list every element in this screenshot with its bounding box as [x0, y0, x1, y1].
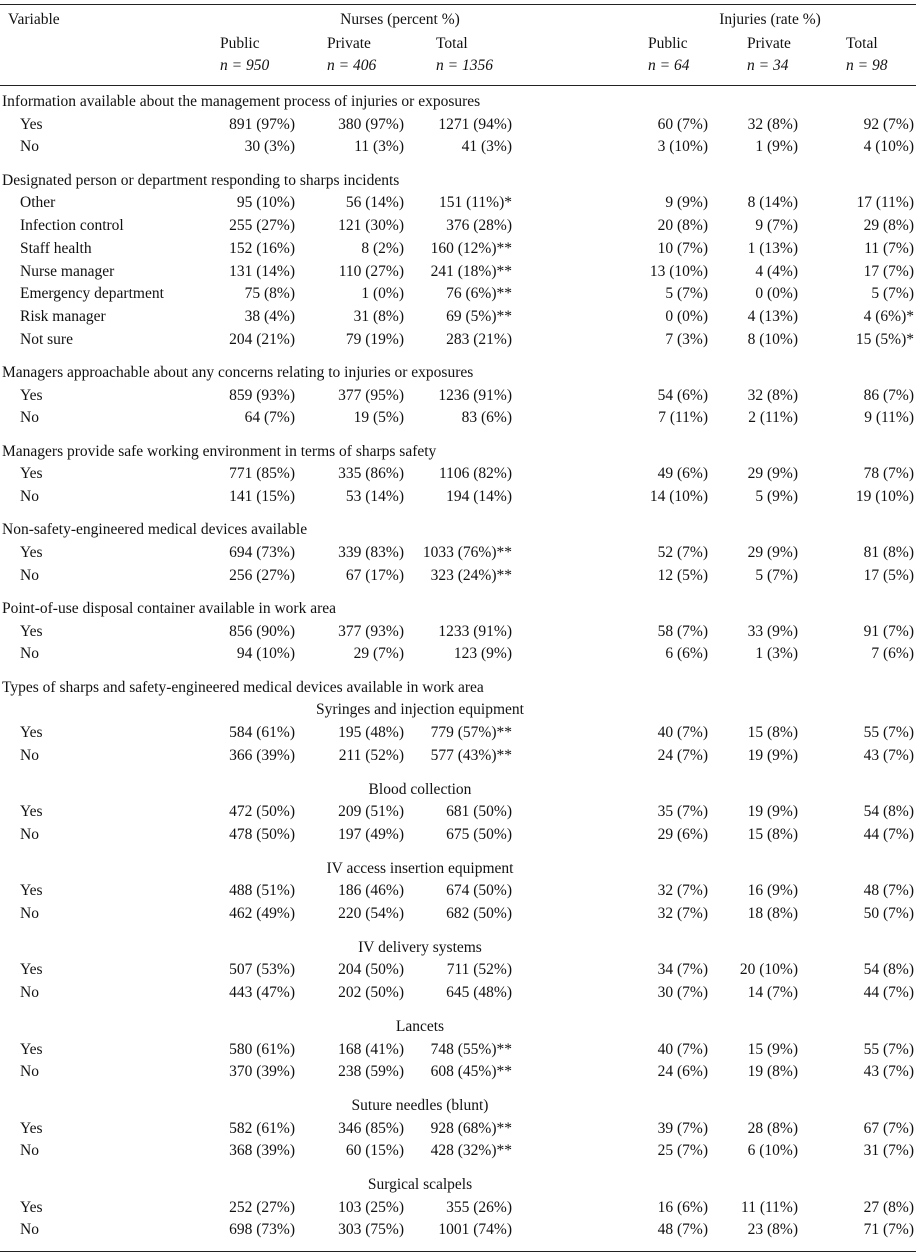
- table-cell: 48 (7%): [657, 1221, 708, 1239]
- table-cell: 1233 (91%): [438, 622, 512, 640]
- table-cell: 323 (24%)**: [430, 566, 512, 584]
- subsection-title: Surgical scalpels: [367, 1176, 473, 1193]
- row-label: Yes: [20, 544, 43, 561]
- table-cell: 92 (7%): [863, 115, 914, 133]
- bottom-rule: [0, 1251, 916, 1252]
- row-label: Other: [20, 194, 56, 212]
- table-cell: 121 (30%): [338, 217, 404, 235]
- subsection-title: IV delivery systems: [358, 938, 482, 956]
- table-cell: 75 (8%): [244, 285, 295, 303]
- table-cell: 41 (3%): [461, 138, 512, 156]
- table-cell: 48 (7%): [863, 882, 914, 900]
- table-cell: 355 (26%): [446, 1198, 512, 1216]
- table-cell: 608 (45%)**: [430, 1063, 512, 1081]
- table-cell: 202 (50%): [338, 984, 404, 1002]
- table-cell: 5 (7%): [871, 285, 914, 303]
- table-cell: 366 (39%): [229, 746, 295, 764]
- col-n-nurses-private: n = 406: [327, 57, 377, 74]
- table-cell: 377 (95%): [338, 386, 404, 404]
- table-cell: 160 (12%)**: [430, 239, 512, 257]
- table-cell: 4 (13%): [747, 307, 798, 325]
- table-cell: 17 (7%): [863, 262, 914, 280]
- table-cell: 11 (3%): [354, 138, 404, 156]
- row-label: No: [20, 746, 39, 764]
- table-cell: 54 (8%): [863, 961, 914, 979]
- table-cell: 83 (6%): [461, 409, 512, 427]
- row-label: Yes: [20, 961, 43, 979]
- row-label: Yes: [20, 803, 43, 821]
- table-cell: 17 (5%): [863, 566, 914, 584]
- table-cell: 56 (14%): [345, 194, 404, 212]
- table-cell: 0 (0%): [755, 285, 798, 303]
- col-n-injuries-total: n = 98: [846, 57, 888, 74]
- table-cell: 54 (6%): [657, 386, 708, 404]
- table-cell: 443 (47%): [229, 984, 295, 1002]
- row-label: No: [20, 645, 39, 663]
- table-cell: 40 (7%): [657, 724, 708, 742]
- table-cell: 674 (50%): [446, 882, 512, 900]
- top-rule: [0, 4, 916, 5]
- row-label: Staff health: [20, 239, 92, 257]
- table-cell: 1 (3%): [755, 645, 798, 663]
- table-cell: 32 (7%): [657, 882, 708, 900]
- row-label: Yes: [20, 465, 43, 483]
- section-title: Point-of-use disposal container available in work area: [2, 600, 336, 617]
- col-header-injuries-total: Total: [846, 35, 878, 52]
- table-cell: 35 (7%): [657, 803, 708, 821]
- table-cell: 44 (7%): [863, 984, 914, 1002]
- table-cell: 472 (50%): [229, 803, 295, 821]
- table-cell: 694 (73%): [229, 544, 295, 561]
- table-cell: 152 (16%): [229, 239, 295, 257]
- table-cell: 859 (93%): [229, 386, 295, 404]
- header-variable: Variable: [8, 11, 60, 28]
- row-label: No: [20, 488, 39, 505]
- table-cell: 675 (50%): [446, 825, 512, 843]
- table-cell: 15 (8%): [747, 825, 798, 843]
- table-cell: 5 (7%): [755, 566, 798, 584]
- table-cell: 15 (8%): [747, 724, 798, 742]
- subsection-title: Blood collection: [368, 780, 472, 798]
- table-cell: 19 (9%): [747, 746, 798, 764]
- section-title: Types of sharps and safety-engineered medical devices available in work area: [2, 678, 484, 696]
- table-cell: 7 (3%): [665, 330, 708, 348]
- table-cell: 16 (9%): [747, 882, 798, 900]
- table-cell: 335 (86%): [338, 465, 404, 483]
- table-cell: 255 (27%): [229, 217, 295, 235]
- table-cell: 5 (7%): [665, 285, 708, 303]
- table-cell: 241 (18%)**: [430, 262, 512, 280]
- row-label: No: [20, 138, 39, 156]
- table-cell: 5 (9%): [755, 488, 798, 505]
- subsection-title: Syringes and injection equipment: [316, 701, 524, 719]
- table-cell: 91 (7%): [863, 622, 914, 640]
- row-label: Not sure: [20, 330, 73, 348]
- subsection-title: Lancets: [395, 1017, 445, 1035]
- table-cell: 20 (8%): [657, 217, 708, 235]
- row-label: Risk manager: [20, 307, 106, 325]
- table-cell: 54 (8%): [863, 803, 914, 821]
- table-cell: 204 (21%): [229, 330, 295, 348]
- table-cell: 928 (68%)**: [430, 1119, 512, 1137]
- row-label: No: [20, 409, 39, 427]
- table-cell: 67 (7%): [863, 1119, 914, 1137]
- table-cell: 131 (14%): [229, 262, 295, 280]
- header-rule: [0, 85, 916, 86]
- table-cell: 44 (7%): [863, 825, 914, 843]
- table-cell: 28 (8%): [747, 1119, 798, 1137]
- table-cell: 38 (4%): [244, 307, 295, 325]
- table-cell: 60 (15%): [345, 1142, 404, 1160]
- table-cell: 462 (49%): [229, 905, 295, 922]
- table-cell: 34 (7%): [657, 961, 708, 979]
- table-cell: 53 (14%): [345, 488, 404, 505]
- table-cell: 256 (27%): [229, 566, 295, 584]
- table-cell: 4 (4%): [755, 262, 798, 280]
- table-cell: 20 (10%): [739, 961, 798, 979]
- row-label: Yes: [20, 115, 43, 133]
- table-cell: 13 (10%): [649, 262, 708, 280]
- table-cell: 580 (61%): [229, 1040, 295, 1058]
- table-cell: 488 (51%): [229, 882, 295, 900]
- row-label: Yes: [20, 724, 43, 742]
- table-cell: 209 (51%): [338, 803, 404, 821]
- table-cell: 141 (15%): [229, 488, 295, 505]
- table-cell: 15 (9%): [747, 1040, 798, 1058]
- table-cell: 380 (97%): [338, 115, 404, 133]
- table-cell: 19 (5%): [353, 409, 404, 427]
- table-cell: 238 (59%): [338, 1063, 404, 1081]
- table-cell: 370 (39%): [229, 1063, 295, 1081]
- table-cell: 478 (50%): [229, 825, 295, 843]
- table-cell: 682 (50%): [446, 905, 512, 922]
- header-nurses-group: Nurses (percent %): [340, 11, 460, 28]
- table-cell: 8 (14%): [747, 194, 798, 212]
- table-cell: 428 (32%)**: [430, 1142, 512, 1160]
- table-cell: 376 (28%): [446, 217, 512, 235]
- table-cell: 123 (9%): [453, 645, 512, 663]
- table-cell: 81 (8%): [863, 544, 914, 561]
- table-cell: 29 (7%): [353, 645, 404, 663]
- table-cell: 17 (11%): [856, 194, 914, 212]
- col-header-nurses-total: Total: [436, 35, 468, 52]
- table-cell: 95 (10%): [236, 194, 295, 212]
- table-cell: 748 (55%)**: [430, 1040, 512, 1058]
- table-cell: 197 (49%): [338, 825, 404, 843]
- table-cell: 1033 (76%)**: [422, 544, 512, 561]
- section-title: Managers approachable about any concerns relating to injuries or exposures: [2, 363, 474, 381]
- col-header-injuries-private: Private: [747, 35, 791, 52]
- section-title: Managers provide safe working environment in terms of sharps safety: [2, 442, 437, 460]
- table-cell: 2 (11%): [748, 409, 798, 427]
- row-label: Nurse manager: [20, 262, 115, 280]
- table-cell: 33 (9%): [747, 622, 798, 640]
- table-cell: 16 (6%): [657, 1198, 708, 1216]
- table-cell: 25 (7%): [657, 1142, 708, 1160]
- table-cell: 151 (11%)*: [438, 194, 512, 212]
- table-cell: 19 (8%): [747, 1063, 798, 1081]
- table-cell: 6 (10%): [747, 1142, 798, 1160]
- table-cell: 29 (6%): [657, 825, 708, 843]
- table-cell: 15 (5%)*: [855, 330, 914, 348]
- table-cell: 27 (8%): [863, 1198, 914, 1216]
- table-cell: 7 (11%): [658, 409, 708, 427]
- table-cell: 645 (48%): [446, 984, 512, 1002]
- table-cell: 3 (10%): [657, 138, 708, 156]
- table-cell: 9 (9%): [665, 194, 708, 212]
- table-cell: 79 (19%): [345, 330, 404, 348]
- table-cell: 1001 (74%): [438, 1221, 512, 1239]
- subsection-title: IV access insertion equipment: [326, 859, 514, 877]
- table-cell: 24 (7%): [657, 746, 708, 764]
- table-cell: 71 (7%): [863, 1221, 914, 1239]
- table-cell: 32 (7%): [657, 905, 708, 922]
- table-cell: 69 (5%)**: [446, 307, 512, 325]
- table-cell: 58 (7%): [657, 622, 708, 640]
- table-cell: 31 (7%): [863, 1142, 914, 1160]
- table-cell: 55 (7%): [863, 724, 914, 742]
- table-cell: 0 (0%): [665, 307, 708, 325]
- table-cell: 32 (8%): [747, 386, 798, 404]
- table-cell: 1 (13%): [747, 239, 798, 257]
- table-cell: 377 (93%): [338, 622, 404, 640]
- table-cell: 86 (7%): [863, 386, 914, 404]
- row-label: No: [20, 825, 39, 843]
- table-cell: 43 (7%): [863, 1063, 914, 1081]
- table-cell: 4 (10%): [863, 138, 914, 156]
- table-cell: 577 (43%)**: [430, 746, 512, 764]
- table-cell: 681 (50%): [446, 803, 512, 821]
- table-cell: 8 (10%): [747, 330, 798, 348]
- table-cell: 18 (8%): [747, 905, 798, 922]
- table-cell: 698 (73%): [229, 1221, 295, 1239]
- table-cell: 779 (57%)**: [430, 724, 512, 742]
- table-cell: 14 (10%): [649, 488, 708, 505]
- table-cell: 30 (3%): [244, 138, 295, 156]
- col-header-nurses-private: Private: [327, 35, 371, 52]
- table-cell: 49 (6%): [657, 465, 708, 483]
- table-cell: 252 (27%): [229, 1198, 295, 1216]
- row-label: Yes: [20, 386, 43, 404]
- table-cell: 29 (9%): [747, 465, 798, 483]
- table-cell: 30 (7%): [657, 984, 708, 1002]
- table-cell: 9 (11%): [864, 409, 914, 427]
- table-cell: 211 (52%): [338, 746, 404, 764]
- table-cell: 194 (14%): [446, 488, 512, 505]
- table-cell: 103 (25%): [338, 1198, 404, 1216]
- section-title: Non-safety-engineered medical devices available: [2, 521, 308, 539]
- section-title: Designated person or department responding to sharps incidents: [2, 171, 400, 189]
- col-n-injuries-public: n = 64: [648, 57, 690, 74]
- table-cell: 1106 (82%): [438, 465, 512, 483]
- table-cell: 67 (17%): [345, 566, 404, 584]
- row-label: Yes: [20, 622, 43, 640]
- table-cell: 7 (6%): [871, 645, 914, 663]
- table-cell: 110 (27%): [338, 262, 404, 280]
- table-cell: 31 (8%): [353, 307, 404, 325]
- table-cell: 346 (85%): [338, 1119, 404, 1137]
- table-cell: 8 (2%): [361, 239, 404, 257]
- table-cell: 39 (7%): [657, 1119, 708, 1137]
- table-cell: 582 (61%): [229, 1119, 295, 1137]
- table-cell: 1236 (91%): [438, 386, 512, 404]
- table-cell: 1 (0%): [361, 285, 404, 303]
- table-cell: 24 (6%): [657, 1063, 708, 1081]
- table-cell: 10 (7%): [657, 239, 708, 257]
- table-cell: 6 (6%): [665, 645, 708, 663]
- row-label: No: [20, 984, 39, 1002]
- table-cell: 303 (75%): [338, 1221, 404, 1239]
- table-cell: 1 (9%): [755, 138, 798, 156]
- table-cell: 29 (9%): [747, 544, 798, 561]
- row-label: Infection control: [20, 217, 124, 235]
- table-cell: 204 (50%): [338, 961, 404, 979]
- table-cell: 507 (53%): [229, 961, 295, 979]
- table-cell: 771 (85%): [229, 465, 295, 483]
- table-cell: 9 (7%): [755, 217, 798, 235]
- table-cell: 195 (48%): [338, 724, 404, 742]
- section-title: Information available about the management process of injuries or exposures: [2, 93, 481, 110]
- table-cell: 55 (7%): [863, 1040, 914, 1058]
- subsection-title: Suture needles (blunt): [351, 1096, 489, 1114]
- table-cell: 220 (54%): [338, 905, 404, 922]
- table-cell: 584 (61%): [229, 724, 295, 742]
- table-cell: 43 (7%): [863, 746, 914, 764]
- row-label: Yes: [20, 882, 43, 900]
- table-cell: 50 (7%): [863, 905, 914, 922]
- row-label: No: [20, 566, 39, 584]
- table-cell: 856 (90%): [229, 622, 295, 640]
- table-cell: 52 (7%): [657, 544, 708, 561]
- col-header-nurses-public: Public: [220, 35, 260, 52]
- table-cell: 11 (7%): [864, 239, 914, 257]
- table-cell: 94 (10%): [236, 645, 295, 663]
- table-cell: 4 (6%)*: [863, 307, 914, 325]
- table-cell: 14 (7%): [747, 984, 798, 1002]
- col-n-nurses-public: n = 950: [220, 57, 270, 74]
- table-cell: 32 (8%): [747, 115, 798, 133]
- table-cell: 339 (83%): [338, 544, 404, 561]
- row-label: Yes: [20, 1198, 43, 1216]
- table-cell: 12 (5%): [657, 566, 708, 584]
- table-cell: 60 (7%): [657, 115, 708, 133]
- table-cell: 76 (6%)**: [446, 285, 512, 303]
- table-cell: 711 (52%): [446, 961, 512, 979]
- table-cell: 23 (8%): [747, 1221, 798, 1239]
- col-n-nurses-total: n = 1356: [436, 57, 493, 74]
- table-cell: 368 (39%): [229, 1142, 295, 1160]
- header-injuries-group: Injuries (rate %): [719, 11, 821, 28]
- table-cell: 29 (8%): [863, 217, 914, 235]
- table-cell: 168 (41%): [338, 1040, 404, 1058]
- table-cell: 19 (9%): [747, 803, 798, 821]
- table-cell: 1271 (94%): [438, 115, 512, 133]
- row-label: No: [20, 1063, 39, 1081]
- row-label: Yes: [20, 1119, 43, 1137]
- table-cell: 891 (97%): [229, 115, 295, 133]
- row-label: No: [20, 905, 39, 922]
- col-n-injuries-private: n = 34: [747, 57, 789, 74]
- row-label: Emergency department: [20, 285, 164, 303]
- row-label: Yes: [20, 1040, 43, 1058]
- table-cell: 19 (10%): [855, 488, 914, 505]
- row-label: No: [20, 1221, 39, 1239]
- table-cell: 283 (21%): [446, 330, 512, 348]
- table-cell: 11 (11%): [741, 1198, 798, 1216]
- row-label: No: [20, 1142, 39, 1160]
- table-cell: 64 (7%): [244, 409, 295, 427]
- col-header-injuries-public: Public: [648, 35, 688, 52]
- table-cell: 78 (7%): [863, 465, 914, 483]
- table-cell: 186 (46%): [338, 882, 404, 900]
- table-cell: 40 (7%): [657, 1040, 708, 1058]
